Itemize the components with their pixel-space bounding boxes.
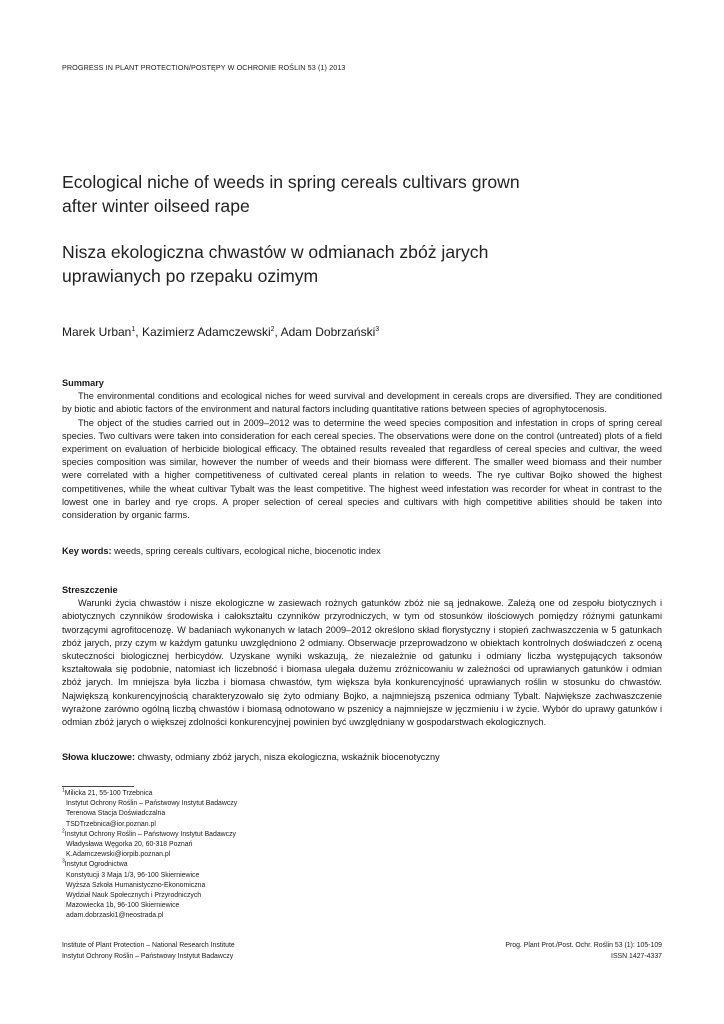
slowa-kluczowe-text: chwasty, odmiany zbóż jarych, nisza ekologiczna, wskaźnik biocenotyczny [135,752,440,762]
author-separator: , [274,325,281,339]
slowa-kluczowe [62,751,662,764]
footnote-email: adam.dobrzaski1@neostrada.pl [66,912,164,920]
footer-citation: Prog. Plant Prot./Post. Ochr. Roślin 53 (1): 105-109 [505,942,662,949]
footer-institute-pl: Instytut Ochrony Roślin – Państwowy Instytut Badawczy [62,953,234,960]
footnote-line [62,799,237,809]
footnote-line [62,830,237,840]
author-name: Marek Urban [62,325,132,339]
summary-section [62,377,662,522]
summary-paragraph: The environmental conditions and ecological niches for weed survival and development in cereals crops are diversified. They are conditioned by biotic and abiotic factors of the environment and natural factors including quantitative rations between species of agrophytocenosis. [62,391,662,415]
footnote-line [62,809,237,819]
title-english-line-2: after winter oilseed rape [62,196,250,216]
footnote-line [62,789,237,799]
title-polish-line-2: uprawianych po rzepaku ozimym [62,266,319,286]
keywords-text: weeds, spring cereals cultivars, ecological niche, biocenotic index [111,546,381,556]
author-name: Kazimierz Adamczewski [141,325,271,339]
footnote-line [62,881,237,891]
author-separator: , [135,325,142,339]
footer-institute-en: Institute of Plant Protection – National Research Institute [62,942,235,949]
summary-paragraph: The object of the studies carried out in 2009–2012 was to determine the weed species composition and infestation in crops of spring cereal species. Two cultivars were taken into consideration for each cereal species. The observations were done on the control (untreated) plots of a field experiment on evaluation of herbicide biological efficacy. The obtained results revealed that regardless of cereal species and cultivar, the weed species composition was similar, however the number of weeds and their biomass were different. The smaller weed biomass and their number were correlated with a higher competitiveness of cultivated cereal plants in relation to weeds. The rye cultivar Bojko showed the highest competitivenes, while the wheat cultivar Tybalt was the least competitive. The highest weed infestation was recorder for wheat in contrast to the lowest one in barley and rye crops. A proper selection of cereal species and cultivars with high competitive abilities should be taken into consideration by organic farms. [62,417,662,521]
author-list [62,325,379,339]
footnote-text: Konstytucji 3 Maja 1/3, 96-100 Skierniewice [66,871,200,879]
streszczenie-section [62,584,662,729]
footnote-line [62,891,237,901]
title-polish [62,240,662,288]
footnote-line [62,850,237,860]
title-english-line-1: Ecological niche of weeds in spring cereals cultivars grown [62,172,520,192]
footnote-divider [62,786,134,787]
footnote-line [62,840,237,850]
title-english [62,170,662,218]
footnote-line [62,901,237,911]
footnote-text: Instytut Ochrony Roślin – Państwowy Instytut Badawczy [66,800,238,808]
streszczenie-heading: Streszczenie [62,585,118,595]
footnote-text: Wydział Nauk Społecznych i Przyrodniczych [66,892,202,900]
footnote-email: K.Adamczewski@iorpib.poznan.pl [66,851,171,859]
footer-issn: ISSN 1427-4337 [611,953,662,960]
footer-left [62,940,235,962]
footnote-marker: 3 [62,859,65,866]
footnote-marker: 1 [62,787,65,794]
footnote-line [62,820,237,830]
running-head: PROGRESS IN PLANT PROTECTION/POSTĘPY W OCHRONIE ROŚLIN 53 (1) 2013 [62,63,346,72]
footnote-text: Instytut Ochrony Roślin – Państwowy Instytut Badawczy [64,830,236,838]
footnote-line [62,911,237,921]
slowa-kluczowe-label: Słowa kluczowe: [62,752,136,762]
footnotes [62,789,237,922]
footnote-line [62,860,237,870]
footnote-text: Milicka 21, 55-100 Trzebnica [64,790,153,797]
footer-right [505,940,662,962]
footnote-text: Władysława Węgorka 20, 60-318 Poznań [66,841,193,849]
streszczenie-paragraph: Warunki życia chwastów i nisze ekologiczne w zasiewach rożnych gatunków zbóż nie są jednakowe. Zależą one od zespołu biotycznych i abiotycznych czynników środowiska i całokształtu czynników przyrodniczych, w tym od stosunków ilościowych pomiędzy różnymi gatunkami tworzącymi agrofitocenozę. W badaniach wykonanych w latach 2009–2012 określono skład florystyczny i stopień zachwaszczenia w 5 gatunkach zbóż jarych, przy czym w każdym gatunku uwzględniono 2 odmiany. Obserwacje przeprowadzono w obiektach kontrolnych doświadczeń z oceną skuteczności biologicznej herbicydów. Uzyskane wyniki wskazują, że niezależnie od gatunku i odmiany liczba występujących taksonów kształtowała się podobnie, natomiast ich liczebność i biomasa ulegała dużemu zróżnicowaniu w zależności od uprawianych gatunków i odmian zbóż jarych. Im mniejsza była liczba i biomasa chwastów, tym większa była konkurencyjność uprawianych roślin w stosunku do chwastów. Największą konkurencyjnością charakteryzowało się żyto odmiany Bojko, a najmniejszą pszenica odmiany Tybalt. Największe zachwaszczenie wyrażone zarówno ogólną liczbą chwastów i biomasą odnotowano w pszenicy a najmniejsze w jęczmieniu i w życie. Wybór do uprawy gatunków i odmian zbóż jarych o większej zdolności konkurencyjnej powinien być uwzględniany w gospodarstwach ekologicznych. [62,598,662,728]
footnote-text: Terenowa Stacja Doświadczalna [66,810,166,818]
footnote-text: Wyższa Szkoła Humanistyczno-Ekonomiczna [66,881,206,889]
keywords-label: Key words: [62,546,112,556]
author-affiliation-marker: 1 [131,326,136,333]
author-affiliation-marker: 2 [270,326,275,333]
footnote-text: Instytut Ogrodnictwa [64,861,128,869]
footnote-line [62,871,237,881]
footnote-email: TSDTrzebnica@ior.poznan.pl [66,820,156,828]
summary-heading: Summary [62,378,104,388]
author-affiliation-marker: 3 [375,326,380,333]
author-name: Adam Dobrzański [280,325,376,339]
footnote-text: Mazowiecka 1b, 96-100 Skierniewice [66,902,180,910]
footnote-marker: 2 [62,828,65,835]
title-polish-line-1: Nisza ekologiczna chwastów w odmianach zbóż jarych [62,242,489,262]
keywords [62,545,662,558]
